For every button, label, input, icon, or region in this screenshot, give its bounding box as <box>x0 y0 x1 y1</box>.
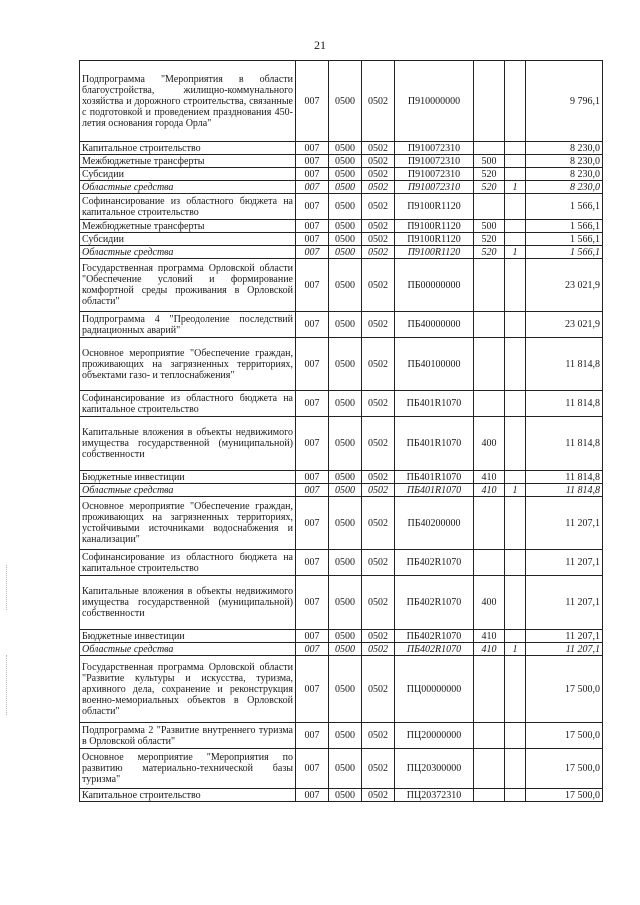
funding-source <box>505 194 526 220</box>
amount: 11 814,8 <box>526 471 603 484</box>
section-code: 0500 <box>329 259 362 312</box>
subsection-code: 0502 <box>362 723 395 749</box>
ministry-code: 007 <box>296 471 329 484</box>
funding-source <box>505 142 526 155</box>
section-code: 0500 <box>329 417 362 471</box>
subsection-code: 0502 <box>362 233 395 246</box>
table-row <box>80 338 603 391</box>
table-row <box>80 630 603 643</box>
expense-type: 410 <box>474 643 505 656</box>
amount: 17 500,0 <box>526 789 603 802</box>
section-code: 0500 <box>329 471 362 484</box>
target-article: ПБ40100000 <box>395 338 474 391</box>
table-row <box>80 484 603 497</box>
expense-type <box>474 723 505 749</box>
budget-table <box>79 60 603 802</box>
funding-source <box>505 789 526 802</box>
funding-source <box>505 497 526 550</box>
table-row <box>80 61 603 142</box>
ministry-code: 007 <box>296 550 329 576</box>
amount: 11 207,1 <box>526 497 603 550</box>
scan-edge-marks <box>6 565 9 610</box>
subsection-code: 0502 <box>362 220 395 233</box>
table-row <box>80 789 603 802</box>
ministry-code: 007 <box>296 643 329 656</box>
row-name: Основное мероприятие "Обеспечение граждан, проживающих на загрязненных территориях, объектами газо- и теплоснабжения" <box>80 338 296 391</box>
amount: 23 021,9 <box>526 312 603 338</box>
subsection-code: 0502 <box>362 497 395 550</box>
subsection-code: 0502 <box>362 181 395 194</box>
row-name: Областные средства <box>80 643 296 656</box>
table-row <box>80 312 603 338</box>
subsection-code: 0502 <box>362 391 395 417</box>
ministry-code: 007 <box>296 484 329 497</box>
amount: 11 814,8 <box>526 391 603 417</box>
table-row <box>80 471 603 484</box>
section-code: 0500 <box>329 484 362 497</box>
target-article: ПБ401R1070 <box>395 471 474 484</box>
row-name: Капитальное строительство <box>80 142 296 155</box>
row-name: Межбюджетные трансферты <box>80 155 296 168</box>
ministry-code: 007 <box>296 220 329 233</box>
funding-source <box>505 576 526 630</box>
row-name: Софинансирование из областного бюджета на капитальное строительство <box>80 391 296 417</box>
amount: 8 230,0 <box>526 142 603 155</box>
amount: 1 566,1 <box>526 233 603 246</box>
amount: 11 814,8 <box>526 338 603 391</box>
target-article: ПБ402R1070 <box>395 550 474 576</box>
row-name: Государственная программа Орловской области "Развитие культуры и искусства, туризма, архивного дела, сохранение и реконструкция военно-мемориальных объектов в Орловской области" <box>80 656 296 723</box>
table-row <box>80 576 603 630</box>
row-name: Подпрограмма 4 "Преодоление последствий радиационных аварий" <box>80 312 296 338</box>
row-name: Софинансирование из областного бюджета на капитальное строительство <box>80 194 296 220</box>
section-code: 0500 <box>329 723 362 749</box>
amount: 17 500,0 <box>526 656 603 723</box>
amount: 17 500,0 <box>526 749 603 789</box>
funding-source <box>505 338 526 391</box>
expense-type <box>474 194 505 220</box>
funding-source <box>505 233 526 246</box>
funding-source <box>505 168 526 181</box>
section-code: 0500 <box>329 168 362 181</box>
page-number: 21 <box>314 38 326 52</box>
ministry-code: 007 <box>296 168 329 181</box>
ministry-code: 007 <box>296 417 329 471</box>
subsection-code: 0502 <box>362 656 395 723</box>
row-name: Областные средства <box>80 181 296 194</box>
ministry-code: 007 <box>296 142 329 155</box>
funding-source <box>505 155 526 168</box>
table-row <box>80 233 603 246</box>
amount: 8 230,0 <box>526 181 603 194</box>
funding-source <box>505 417 526 471</box>
table-row <box>80 656 603 723</box>
table-row <box>80 181 603 194</box>
budget-table-body <box>80 61 603 802</box>
subsection-code: 0502 <box>362 417 395 471</box>
funding-source <box>505 630 526 643</box>
target-article: ПБ402R1070 <box>395 576 474 630</box>
amount: 11 814,8 <box>526 417 603 471</box>
row-name: Софинансирование из областного бюджета на капитальное строительство <box>80 550 296 576</box>
section-code: 0500 <box>329 181 362 194</box>
funding-source <box>505 723 526 749</box>
ministry-code: 007 <box>296 194 329 220</box>
table-row <box>80 723 603 749</box>
section-code: 0500 <box>329 576 362 630</box>
amount: 17 500,0 <box>526 723 603 749</box>
target-article: П910072310 <box>395 155 474 168</box>
ministry-code: 007 <box>296 723 329 749</box>
target-article: ПБ402R1070 <box>395 630 474 643</box>
row-name: Областные средства <box>80 484 296 497</box>
target-article: П9100R1120 <box>395 233 474 246</box>
subsection-code: 0502 <box>362 550 395 576</box>
row-name: Областные средства <box>80 246 296 259</box>
section-code: 0500 <box>329 550 362 576</box>
target-article: ПБ401R1070 <box>395 484 474 497</box>
subsection-code: 0502 <box>362 471 395 484</box>
target-article: П910072310 <box>395 142 474 155</box>
table-row <box>80 550 603 576</box>
target-article: ПЦ20000000 <box>395 723 474 749</box>
funding-source <box>505 312 526 338</box>
subsection-code: 0502 <box>362 155 395 168</box>
amount: 1 566,1 <box>526 246 603 259</box>
expense-type <box>474 338 505 391</box>
target-article: ПБ402R1070 <box>395 643 474 656</box>
subsection-code: 0502 <box>362 789 395 802</box>
section-code: 0500 <box>329 220 362 233</box>
amount: 8 230,0 <box>526 168 603 181</box>
ministry-code: 007 <box>296 155 329 168</box>
expense-type: 520 <box>474 233 505 246</box>
target-article: ПЦ00000000 <box>395 656 474 723</box>
funding-source <box>505 391 526 417</box>
amount: 11 207,1 <box>526 550 603 576</box>
amount: 11 814,8 <box>526 484 603 497</box>
amount: 9 796,1 <box>526 61 603 142</box>
target-article: П9100R1120 <box>395 246 474 259</box>
expense-type: 410 <box>474 630 505 643</box>
subsection-code: 0502 <box>362 168 395 181</box>
row-name: Субсидии <box>80 168 296 181</box>
subsection-code: 0502 <box>362 142 395 155</box>
target-article: ПБ401R1070 <box>395 417 474 471</box>
expense-type <box>474 391 505 417</box>
table-row <box>80 220 603 233</box>
section-code: 0500 <box>329 630 362 643</box>
section-code: 0500 <box>329 497 362 550</box>
expense-type <box>474 789 505 802</box>
section-code: 0500 <box>329 61 362 142</box>
row-name: Капитальные вложения в объекты недвижимого имущества государственной (муниципальной) собственности <box>80 417 296 471</box>
section-code: 0500 <box>329 142 362 155</box>
subsection-code: 0502 <box>362 749 395 789</box>
expense-type: 500 <box>474 220 505 233</box>
subsection-code: 0502 <box>362 630 395 643</box>
row-name: Бюджетные инвестиции <box>80 630 296 643</box>
row-name: Капитальные вложения в объекты недвижимого имущества государственной (муниципальной) собственности <box>80 576 296 630</box>
amount: 8 230,0 <box>526 155 603 168</box>
section-code: 0500 <box>329 312 362 338</box>
funding-source: 1 <box>505 246 526 259</box>
funding-source <box>505 749 526 789</box>
expense-type: 500 <box>474 155 505 168</box>
expense-type <box>474 259 505 312</box>
expense-type <box>474 312 505 338</box>
expense-type <box>474 61 505 142</box>
funding-source <box>505 656 526 723</box>
target-article: П9100R1120 <box>395 194 474 220</box>
ministry-code: 007 <box>296 312 329 338</box>
target-article: ПБ401R1070 <box>395 391 474 417</box>
row-name: Межбюджетные трансферты <box>80 220 296 233</box>
ministry-code: 007 <box>296 749 329 789</box>
row-name: Основное мероприятие "Обеспечение граждан, проживающих на загрязненных территориях, устойчивыми источниками водоснабжения и канализации" <box>80 497 296 550</box>
expense-type <box>474 550 505 576</box>
funding-source: 1 <box>505 181 526 194</box>
target-article: П910072310 <box>395 181 474 194</box>
funding-source <box>505 61 526 142</box>
section-code: 0500 <box>329 789 362 802</box>
ministry-code: 007 <box>296 61 329 142</box>
funding-source: 1 <box>505 484 526 497</box>
target-article: П910000000 <box>395 61 474 142</box>
target-article: П910072310 <box>395 168 474 181</box>
target-article: ПЦ20372310 <box>395 789 474 802</box>
table-row <box>80 391 603 417</box>
subsection-code: 0502 <box>362 484 395 497</box>
amount: 11 207,1 <box>526 576 603 630</box>
section-code: 0500 <box>329 391 362 417</box>
table-row <box>80 259 603 312</box>
ministry-code: 007 <box>296 391 329 417</box>
funding-source: 1 <box>505 643 526 656</box>
table-row <box>80 497 603 550</box>
section-code: 0500 <box>329 246 362 259</box>
funding-source <box>505 550 526 576</box>
expense-type: 520 <box>474 246 505 259</box>
row-name: Подпрограмма 2 "Развитие внутреннего туризма в Орловской области" <box>80 723 296 749</box>
amount: 11 207,1 <box>526 630 603 643</box>
subsection-code: 0502 <box>362 338 395 391</box>
expense-type: 400 <box>474 576 505 630</box>
target-article: ПБ40200000 <box>395 497 474 550</box>
table-row <box>80 246 603 259</box>
target-article: ПБ00000000 <box>395 259 474 312</box>
expense-type: 520 <box>474 181 505 194</box>
section-code: 0500 <box>329 338 362 391</box>
expense-type: 400 <box>474 417 505 471</box>
amount: 11 207,1 <box>526 643 603 656</box>
row-name: Капитальное строительство <box>80 789 296 802</box>
table-row <box>80 417 603 471</box>
table-row <box>80 168 603 181</box>
amount: 1 566,1 <box>526 194 603 220</box>
subsection-code: 0502 <box>362 259 395 312</box>
ministry-code: 007 <box>296 789 329 802</box>
row-name: Государственная программа Орловской области "Обеспечение условий и формирование комфортной среды проживания в Орловской области" <box>80 259 296 312</box>
section-code: 0500 <box>329 155 362 168</box>
subsection-code: 0502 <box>362 576 395 630</box>
expense-type: 410 <box>474 484 505 497</box>
subsection-code: 0502 <box>362 643 395 656</box>
ministry-code: 007 <box>296 233 329 246</box>
target-article: П9100R1120 <box>395 220 474 233</box>
ministry-code: 007 <box>296 246 329 259</box>
expense-type <box>474 497 505 550</box>
row-name: Подпрограмма "Мероприятия в области благоустройства, жилищно-коммунального хозяйства и дорожного строительства, связанные с подготовкой и проведением празднования 450-летия основания города Орла" <box>80 61 296 142</box>
funding-source <box>505 259 526 312</box>
expense-type: 410 <box>474 471 505 484</box>
row-name: Бюджетные инвестиции <box>80 471 296 484</box>
funding-source <box>505 220 526 233</box>
expense-type <box>474 749 505 789</box>
amount: 1 566,1 <box>526 220 603 233</box>
table-row <box>80 749 603 789</box>
ministry-code: 007 <box>296 259 329 312</box>
row-name: Основное мероприятие "Мероприятия по развитию материально-технической базы туризма" <box>80 749 296 789</box>
scan-edge-marks <box>6 655 9 715</box>
funding-source <box>505 471 526 484</box>
ministry-code: 007 <box>296 497 329 550</box>
section-code: 0500 <box>329 643 362 656</box>
ministry-code: 007 <box>296 181 329 194</box>
subsection-code: 0502 <box>362 246 395 259</box>
target-article: ПЦ20300000 <box>395 749 474 789</box>
section-code: 0500 <box>329 656 362 723</box>
subsection-code: 0502 <box>362 194 395 220</box>
ministry-code: 007 <box>296 338 329 391</box>
expense-type: 520 <box>474 168 505 181</box>
table-row <box>80 142 603 155</box>
section-code: 0500 <box>329 233 362 246</box>
section-code: 0500 <box>329 749 362 789</box>
ministry-code: 007 <box>296 630 329 643</box>
subsection-code: 0502 <box>362 61 395 142</box>
amount: 23 021,9 <box>526 259 603 312</box>
ministry-code: 007 <box>296 656 329 723</box>
table-row <box>80 155 603 168</box>
table-row <box>80 194 603 220</box>
expense-type <box>474 142 505 155</box>
expense-type <box>474 656 505 723</box>
section-code: 0500 <box>329 194 362 220</box>
table-row <box>80 643 603 656</box>
row-name: Субсидии <box>80 233 296 246</box>
subsection-code: 0502 <box>362 312 395 338</box>
target-article: ПБ40000000 <box>395 312 474 338</box>
ministry-code: 007 <box>296 576 329 630</box>
